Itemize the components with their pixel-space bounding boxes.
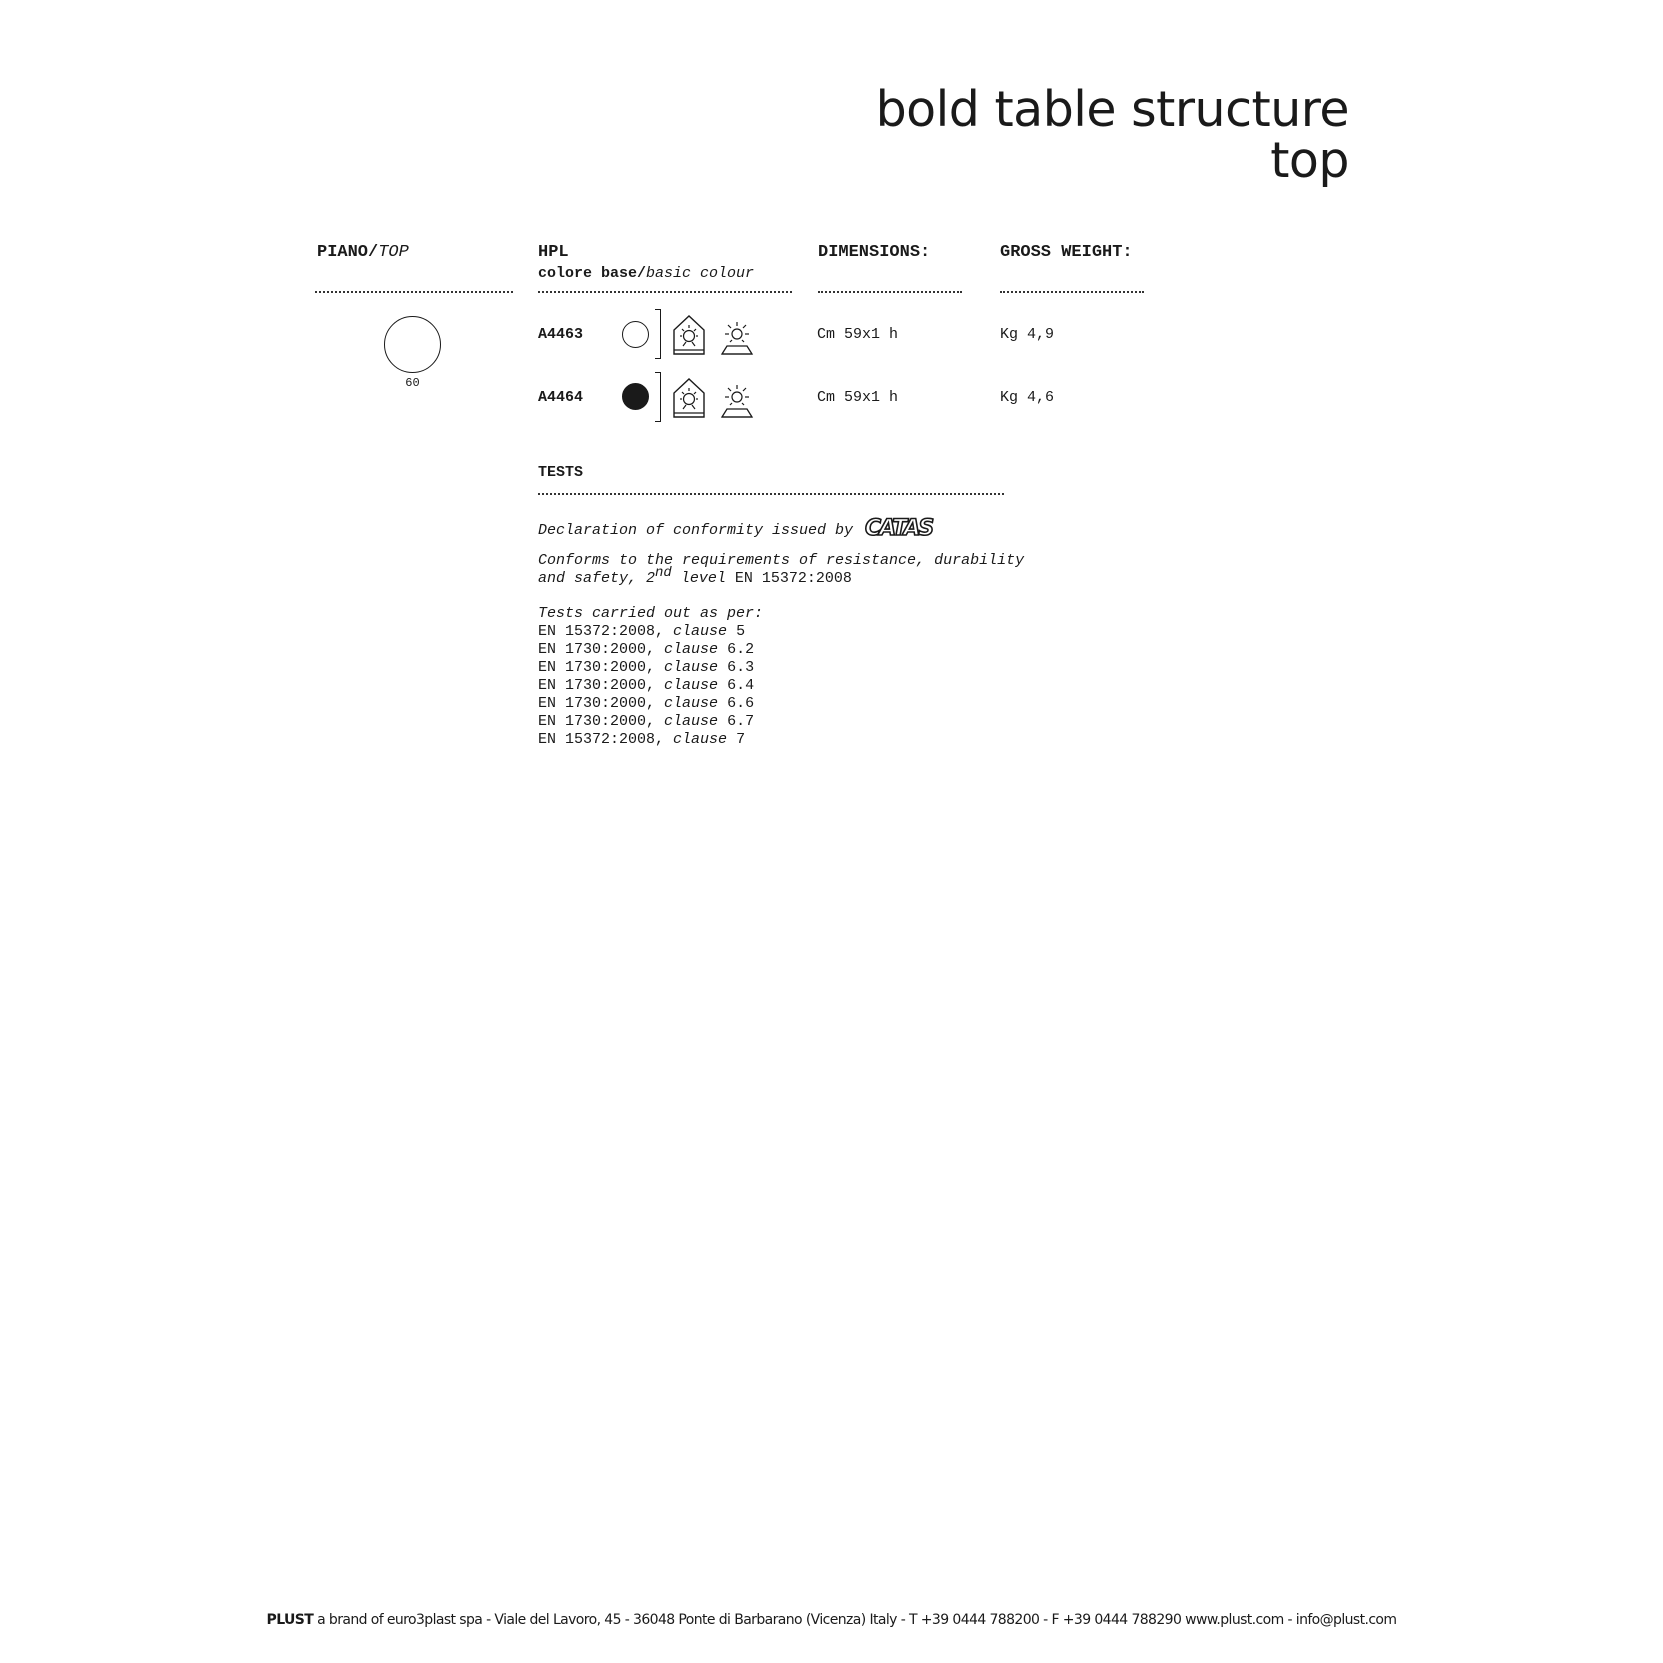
page-title [875, 81, 1349, 189]
product-weight: Kg 4,6 [1000, 389, 1055, 406]
list-item: EN 1730:2000, clause 6.7 [538, 713, 755, 730]
bracket-icon [655, 309, 661, 359]
divider [315, 291, 513, 293]
svg-text:CATAS: CATAS [865, 516, 933, 539]
divider [818, 291, 962, 293]
divider [538, 493, 1004, 495]
top-diameter-label: 60 [405, 376, 420, 390]
conforms-line-2: and safety, 2nd level EN 15372:2008 [538, 565, 852, 587]
product-code: A4463 [538, 326, 584, 343]
product-code: A4464 [538, 389, 584, 406]
footer-brand: PLUST [266, 1612, 314, 1628]
list-item: EN 15372:2008, clause 5 [538, 623, 746, 640]
product-weight: Kg 4,9 [1000, 326, 1055, 343]
standards-list [538, 623, 1018, 749]
divider [538, 291, 792, 293]
black-circle-icon [622, 383, 649, 410]
white-circle-icon [622, 321, 649, 348]
conforms-line-1: Conforms to the requirements of resistance, durability [538, 552, 1025, 569]
column-header-dimensions: DIMENSIONS: [818, 243, 931, 262]
tests-section [538, 464, 1025, 749]
carried-out-label: Tests carried out as per: [538, 605, 764, 622]
list-item: EN 1730:2000, clause 6.2 [538, 641, 755, 658]
outdoor-use-icon [720, 320, 754, 356]
list-item: EN 15372:2008, clause 7 [538, 731, 746, 748]
list-item: EN 1730:2000, clause 6.6 [538, 695, 755, 712]
product-dimensions: Cm 59x1 h [817, 389, 899, 406]
column-header-top: PIANO/TOP [317, 243, 409, 262]
column-header-material: HPL [538, 243, 569, 262]
indoor-use-icon [672, 377, 706, 419]
catas-logo [865, 515, 935, 539]
title-line-2: top [1270, 132, 1349, 189]
footer-text: a brand of euro3plast spa - Viale del Lavoro, 45 - 36048 Ponte di Barbarano (Vicenza) Italy - T +39 0444 788200 - F +39 0444 788290 www.plust.com - info@plust.com [317, 1612, 1397, 1628]
declaration-line: Declaration of conformity issued by CATAS [538, 515, 1018, 540]
title-line-1: bold table structure [875, 81, 1349, 138]
column-header-weight: GROSS WEIGHT: [1000, 243, 1133, 262]
bracket-icon [655, 372, 661, 422]
divider [1000, 291, 1144, 293]
column-subheader-colour: colore base/basic colour [538, 265, 755, 282]
list-item: EN 1730:2000, clause 6.4 [538, 677, 755, 694]
indoor-use-icon [672, 314, 706, 356]
tests-heading: TESTS [538, 464, 584, 481]
round-top-shape [384, 316, 441, 373]
list-item: EN 1730:2000, clause 6.3 [538, 659, 755, 676]
footer [0, 1612, 1663, 1628]
product-dimensions: Cm 59x1 h [817, 326, 899, 343]
outdoor-use-icon [720, 383, 754, 419]
